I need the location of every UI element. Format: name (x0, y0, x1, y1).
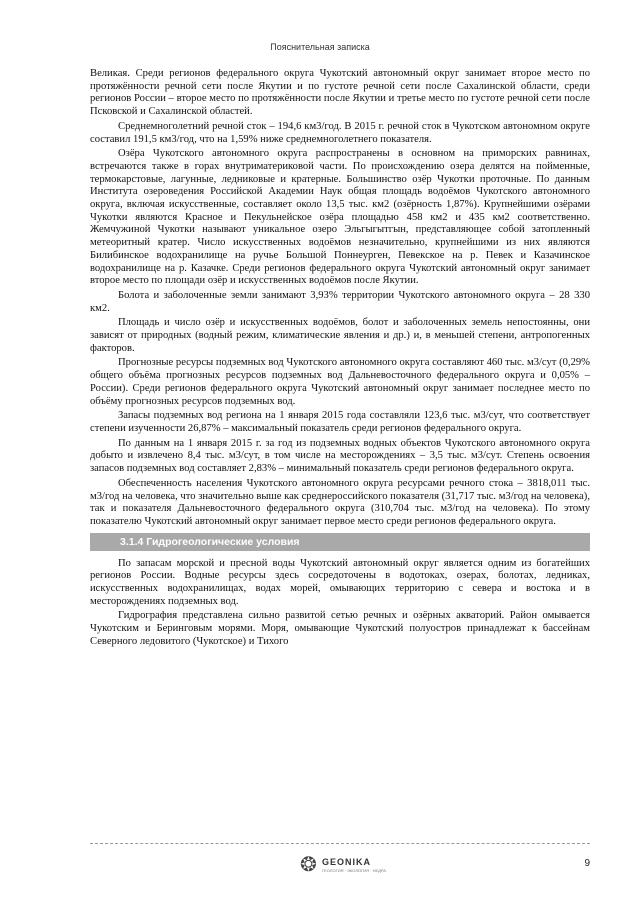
paragraph: Среднемноголетний речной сток – 194,6 км3/год. В 2015 г. речной сток в Чукотском автономном округе составил 191,5 км3/год, что на 1,59% ниже среднемноголетнего показателя. (90, 120, 590, 145)
geonika-logo (300, 851, 390, 881)
paragraph: Прогнозные ресурсы подземных вод Чукотского автономного округа составляют 460 тыс. м3/сут (0,29% общего объёма прогнозных ресурсов подземных вод Дальневосточного федерального округа и 0,05% – России). Среди регионов федерального округа Чукотский автономный округ занимает последнее место по объёму прогнозных ресурсов подземных вод. (90, 357, 590, 407)
footer-divider (90, 843, 590, 844)
paragraph: По запасам морской и пресной воды Чукотский автономный округ является одним из богатейших регионов России. Водные ресурсы здесь сосредоточены в водотоках, озерах, болотах, ледниках, искусственных водохранилищах, водах морей, омывающих территорию с севера и востока и в месторождениях подземных вод. (90, 557, 590, 607)
running-header: Пояснительная записка (270, 42, 370, 52)
paragraph: Площадь и число озёр и искусственных водоёмов, болот и заболоченных земель непостоянны, они зависят от природных (водный режим, климатические явления и др.) и, в меньшей степени, антропогенных факторов. (90, 317, 590, 354)
paragraph: Гидрография представлена сильно развитой сетью речных и озёрных акваторий. Район омывается Чукотским и Беринговым морями. Моря, омывающие Чукотский полуостров принадлежат к бассейнам Северного ледовитого (Чукотское) и Тихого (90, 610, 590, 647)
logo-tagline: ГЕОЛОГИЯ · ЭКОЛОГИЯ · НЕДРА (322, 868, 386, 873)
paragraph: Запасы подземных вод региона на 1 января 2015 года составляли 123,6 тыс. м3/сут, что соответствует степени изученности 26,87% – максимальный показатель среди регионов федерального округа. (90, 410, 590, 434)
page-number: 9 (584, 858, 590, 869)
paragraph: Болота и заболоченные земли занимают 3,93% территории Чукотского автономного округа – 28 330 км2. (90, 289, 590, 314)
page-content (90, 68, 590, 651)
paragraph: Обеспеченность населения Чукотского автономного округа ресурсами речного стока – 3818,011 тыс. м3/год на человека, что значительно выше как среднероссийского показателя (31,717 тыс. м3/год на человека), так и показателя Дальневосточного федерального округа (310,704 тыс. м3/год на человека). По этому показателю Чукотский автономный округ занимает первое место среди регионов федерального округа. (90, 477, 590, 527)
geonika-logo-icon: ❂ (300, 852, 317, 876)
section-heading: 3.1.4 Гидрогеологические условия (90, 533, 590, 551)
paragraph: Великая. Среди регионов федерального округа Чукотский автономный округ занимает второе место по протяжённости речной сети после Якутии и по густоте речной сети после Сахалинской области, среди регионов России – второе место по протяжённости после Якутии и третье место по густоте речной сети после Псковской и Сахалинской областей. (90, 68, 590, 118)
paragraph: По данным на 1 января 2015 г. за год из подземных водных объектов Чукотского автономного округа добыто и извлечено 8,4 тыс. м3/сут, в том числе на месторождениях – 3,5 тыс. м3/сут. Степень освоения запасов подземных вод составляет 2,83% – минимальный показатель среди регионов федерального округа. (90, 437, 590, 475)
paragraph: Озёра Чукотского автономного округа распространены в основном на приморских равнинах, встречаются также в горах внутриматериковой части. По происхождению озера делятся на пойменные, термокарстовые, лагунные, ледниковые и кратерные. Большинство озёр Чукотки проточные. По данным Института озероведения Российской Академии Наук общая площадь водоёмов Чукотского автономного округа, включая искусственные, составляет около 13,5 тыс. км2 (озёрность 1,87%). Крупнейшими озёрами Чукотки являются Красное и Пекульнейское озёра площадью 458 км2 и 435 км2 соответственно. Жемчужиной Чукотки называют уникальное озеро Эльгыгытгын, представляющее собой затопленный метеоритный кратер. Число искусственных водоёмов незначительно, крупнейшими из них являются Билибинское водохранилище на ручье Большой Поннеурген, Певекское на р. Певек и Казачинское водохранилище на р. Казачке. Среди регионов федерального округа Чукотский автономный округ занимает второе место по площади озёр и искусственных водоёмов после Якутии. (90, 148, 590, 287)
logo-name: GEONIKA (322, 857, 372, 867)
